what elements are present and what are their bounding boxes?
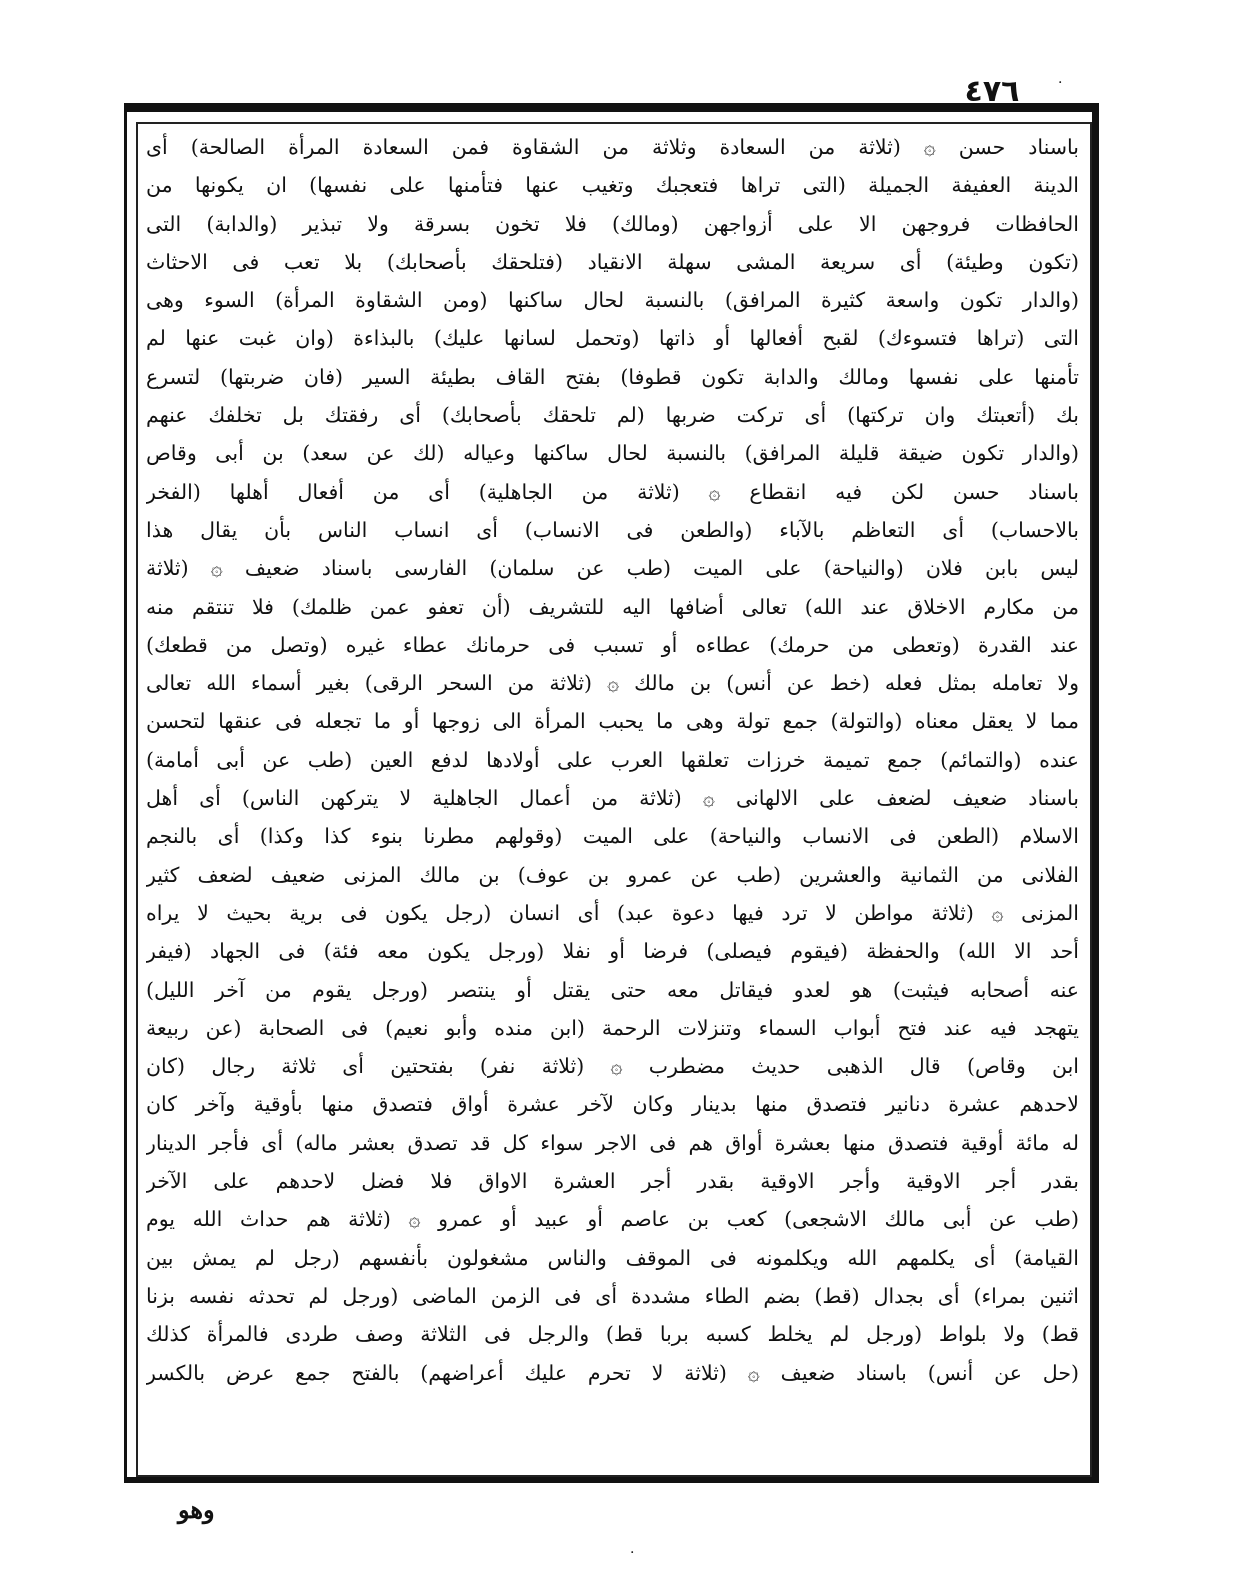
text-line: من مكارم الاخلاق عند الله) تعالى أضافها اليه للتشريف (أن تعفو عمن ظلمك) فلا تنتقم منه: [146, 594, 1079, 619]
text-line: اثنين بمراء) أى بجدال (قط) بضم الطاء مشددة أى فى الزمن الماضى (ورجل لم تحدثه نفسه بزنا: [146, 1283, 1079, 1308]
text-line: الفلانى من الثمانية والعشرين (طب عن عمرو بن عوف) بن مالك المزنى ضعيف لضعف كثير: [146, 862, 1079, 887]
text-line: يتهجد فيه عند فتح أبواب السماء وتنزلات الرحمة (ابن منده وأبو نعيم) فى الصحابة (عن ربيعة: [146, 1015, 1079, 1040]
text-line: له مائة أوقية فتصدق منها بعشرة أواق هم فى الاجر سواء كل قد تصدق بعشر ماله) أى فأجر الدينار: [146, 1130, 1079, 1155]
text-line: الاسلام (الطعن فى الانساب والنياحة) على الميت (وقولهم مطرنا بنوء كذا وكذا) أى بالنجم: [146, 824, 1079, 849]
text-line: الحافظات فروجهن الا على أزواجهن (ومالك) فلا تخون بسرقة ولا تبذير (والدابة) التى: [146, 211, 1079, 236]
catchword: وهو: [178, 1495, 215, 1524]
corner-mark: ·: [1058, 75, 1063, 91]
text-line: بقدر أجر الاوقية وأجر الاوقية بقدر أجر العشرة الاواق فلا فضل لاحدهم على الآخر: [146, 1169, 1079, 1194]
text-line: التى (تراها فتسوءك) لقبح أفعالها أو ذاتها (وتحمل لسانها عليك) بالبذاءة (وان غبت عنها لم: [146, 326, 1079, 351]
text-block: [146, 128, 1079, 1468]
text-line: لاحدهم عشرة دنانير فتصدق منها بدينار وكان لآخر عشرة أواق فتصدق منها بأوقية وآخر كان: [146, 1092, 1079, 1117]
text-line: ابن وقاص) قال الذهبى حديث مضطرب ۞ (ثلاثة نفر) بفتحتين أى ثلاثة رجال (كان: [146, 1054, 1079, 1079]
text-line: (حل عن أنس) باسناد ضعيف ۞ (ثلاثة لا تحرم عليك أعراضهم) بالفتح جمع عرض بالكسر: [146, 1360, 1079, 1385]
text-line: باسناد ضعيف لضعف على الالهانى ۞ (ثلاثة من أعمال الجاهلية لا يتركهن الناس) أى أهل: [146, 786, 1079, 811]
page-number: ٤٧٦: [964, 74, 1020, 109]
text-line: قط) ولا بلواط (ورجل لم يخلط كسبه بربا قط) والرجل فى الثلاثة وصف طردى فالمرأة كذلك: [146, 1322, 1079, 1347]
text-line: باسناد حسن لكن فيه انقطاع ۞ (ثلاثة من الجاهلية) أى من أفعال أهلها (الفخر: [146, 479, 1079, 504]
text-line: (والدار تكون واسعة كثيرة المرافق) بالنسبة لحال ساكنها (ومن الشقاوة المرأة) السوء وهى: [146, 288, 1079, 313]
text-line: بالاحساب) أى التعاظم بالآباء (والطعن فى الانساب) أى انساب الناس بأن يقال هذا: [146, 517, 1079, 542]
text-line: عند القدرة (وتعطى من حرمك) عطاءه أو تسبب فى حرمانك عطاء غيره (وتصل من قطعك): [146, 632, 1079, 657]
text-line: (تكون وطيئة) أى سريعة المشى سهلة الانقياد (فتلحقك بأصحابك) بلا تعب فى الاحثاث: [146, 249, 1079, 274]
text-line: ولا تعامله بمثل فعله (خط عن أنس) بن مالك ۞ (ثلاثة من السحر الرقى) بغير أسماء الله تعالى: [146, 671, 1079, 696]
text-line: الدينة العفيفة الجميلة (التى تراها فتعجبك وتغيب عنها فتأمنها على نفسها) ان يكونها من: [146, 173, 1079, 198]
text-line: المزنى ۞ (ثلاثة مواطن لا ترد فيها دعوة عبد) أى انسان (رجل يكون فى برية بحيث لا يراه: [146, 900, 1079, 925]
text-line: تأمنها على نفسها ومالك والدابة تكون قطوفا) بفتح القاف بطيئة السير (فان ضربتها) لتسرع: [146, 364, 1079, 389]
text-line: عنده (والتمائم) جمع تميمة خرزات تعلقها العرب على أولادها لدفع العين (طب عن أبى أمامة): [146, 747, 1079, 772]
text-line: (والدار تكون ضيقة قليلة المرافق) بالنسبة لحال ساكنها وعياله (لك عن سعد) بن أبى وقاص: [146, 441, 1079, 466]
text-line: عنه أصحابه فيثبت) هو لعدو فيقاتل معه حتى يقتل أو ينتصر (ورجل يقوم من آخر الليل): [146, 977, 1079, 1002]
text-line: أحد الا الله) والحفظة (فيقوم فيصلى) فرضا أو نفلا (ورجل يكون معه فئة) فى الجهاد (فيفر: [146, 939, 1079, 964]
text-line: مما لا يعقل معناه (والتولة) جمع تولة وهى ما يحبب المرأة الى زوجها أو ما تجعله فى عنقها لتحسن: [146, 709, 1079, 734]
text-line: القيامة) أى يكلمهم الله ويكلمونه فى الموقف والناس مشغولون بأنفسهم (رجل لم يمش بين: [146, 1245, 1079, 1270]
text-line: باسناد حسن ۞ (ثلاثة من السعادة وثلاثة من الشقاوة فمن السعادة المرأة الصالحة) أى: [146, 135, 1079, 159]
text-line: ليس بابن فلان (والنياحة) على الميت (طب عن سلمان) الفارسى باسناد ضعيف ۞ (ثلاثة: [146, 556, 1079, 581]
text-line: بك (أتعبتك وان تركتها) أى تركت ضربها (لم تلحقك بأصحابك) أى رفقتك بل تخلفك عنهم: [146, 403, 1079, 428]
text-line: (طب عن أبى مالك الاشجعى) كعب بن عاصم أو عبيد أو عمرو ۞ (ثلاثة هم حداث الله يوم: [146, 1207, 1079, 1232]
bottom-dot: ·: [630, 1545, 635, 1561]
